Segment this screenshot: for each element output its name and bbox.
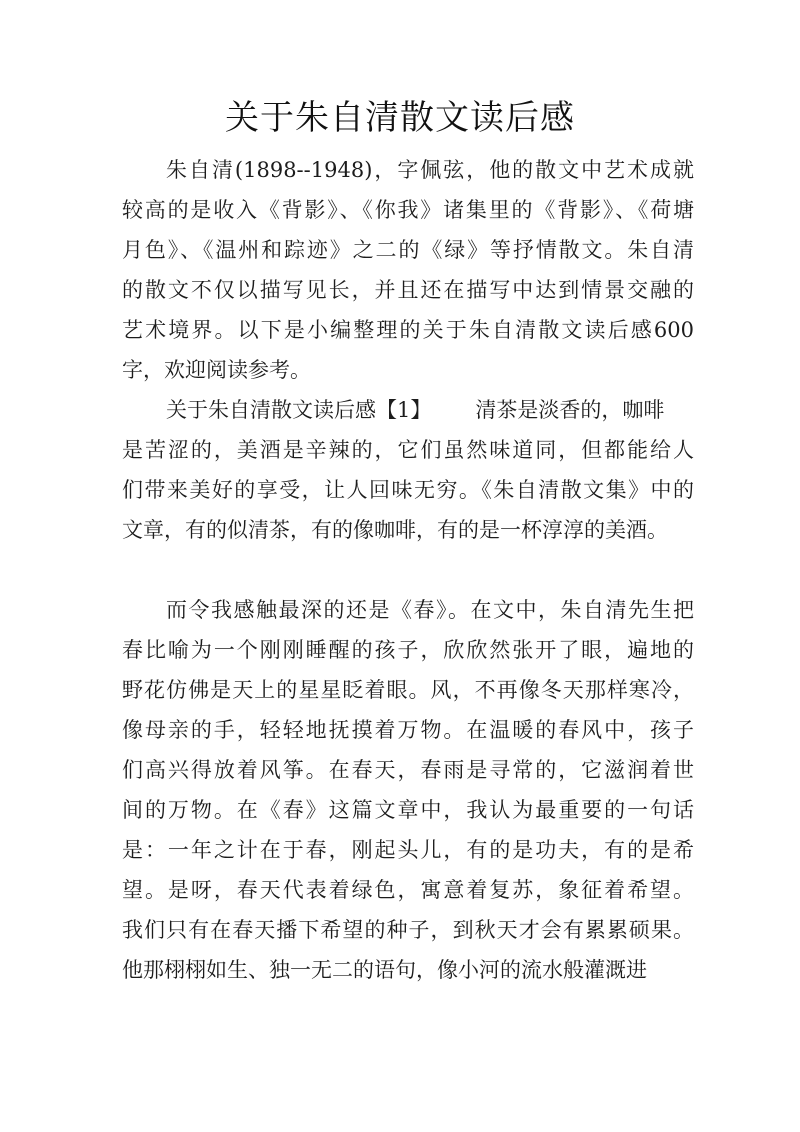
- text-run: 清茶是淡香的，咖啡: [475, 398, 665, 422]
- section-heading: 关于朱自清散文读后感【1】: [166, 398, 432, 422]
- paragraph-spring: [122, 590, 694, 990]
- document-body: [122, 150, 694, 990]
- text-line: 间的万物。在《春》这篇文章中，我认为最重要的一句话: [122, 798, 694, 822]
- text-line: 们高兴得放着风筝。在春天，春雨是寻常的，它滋润着世: [122, 758, 694, 782]
- text-line: 而令我感触最深的还是《春》。在文中，朱自清先生把: [166, 598, 694, 622]
- text-line: 的散文不仅以描写见长，并且还在描写中达到情景交融的: [122, 278, 694, 302]
- blank-line: [122, 550, 694, 590]
- text-line: 字，欢迎阅读参考。: [122, 358, 311, 382]
- text-line: 们带来美好的享受，让人回味无穷。《朱自清散文集》中的: [122, 478, 694, 502]
- text-line: 我们只有在春天播下希望的种子，到秋天才会有累累硕果。: [122, 918, 694, 942]
- paragraph-essay-1: [122, 390, 694, 550]
- text-line: 朱自清(1898--1948)，字佩弦，他的散文中艺术成就: [166, 158, 694, 182]
- text-line: [122, 390, 694, 430]
- document-title: 关于朱自清散文读后感: [225, 98, 575, 138]
- text-line: 野花仿佛是天上的星星眨着眼。风，不再像冬天那样寒冷，: [122, 678, 694, 702]
- text-line: 是苦涩的，美酒是辛辣的，它们虽然味道同，但都能给人: [122, 438, 694, 462]
- text-line: 望。是呀，春天代表着绿色，寓意着复苏，象征着希望。: [122, 878, 694, 902]
- text-line: 是：一年之计在于春，刚起头儿，有的是功夫，有的是希: [122, 838, 694, 862]
- text-line: 艺术境界。以下是小编整理的关于朱自清散文读后感600: [122, 318, 694, 342]
- text-line: 他那栩栩如生、独一无二的语句，像小河的流水般灌溉进: [122, 958, 647, 982]
- text-line: 春比喻为一个刚刚睡醒的孩子，欣欣然张开了眼，遍地的: [122, 638, 694, 662]
- text-line: 文章，有的似清茶，有的像咖啡，有的是一杯淳淳的美酒。: [122, 518, 668, 542]
- text-line: 较高的是收入《背影》、《你我》诸集里的《背影》、《荷塘: [122, 198, 694, 222]
- paragraph-intro: [122, 150, 694, 390]
- text-line: 像母亲的手，轻轻地抚摸着万物。在温暖的春风中，孩子: [122, 718, 694, 742]
- text-line: 月色》、《温州和踪迹》之二的《绿》等抒情散文。朱自清: [122, 238, 694, 262]
